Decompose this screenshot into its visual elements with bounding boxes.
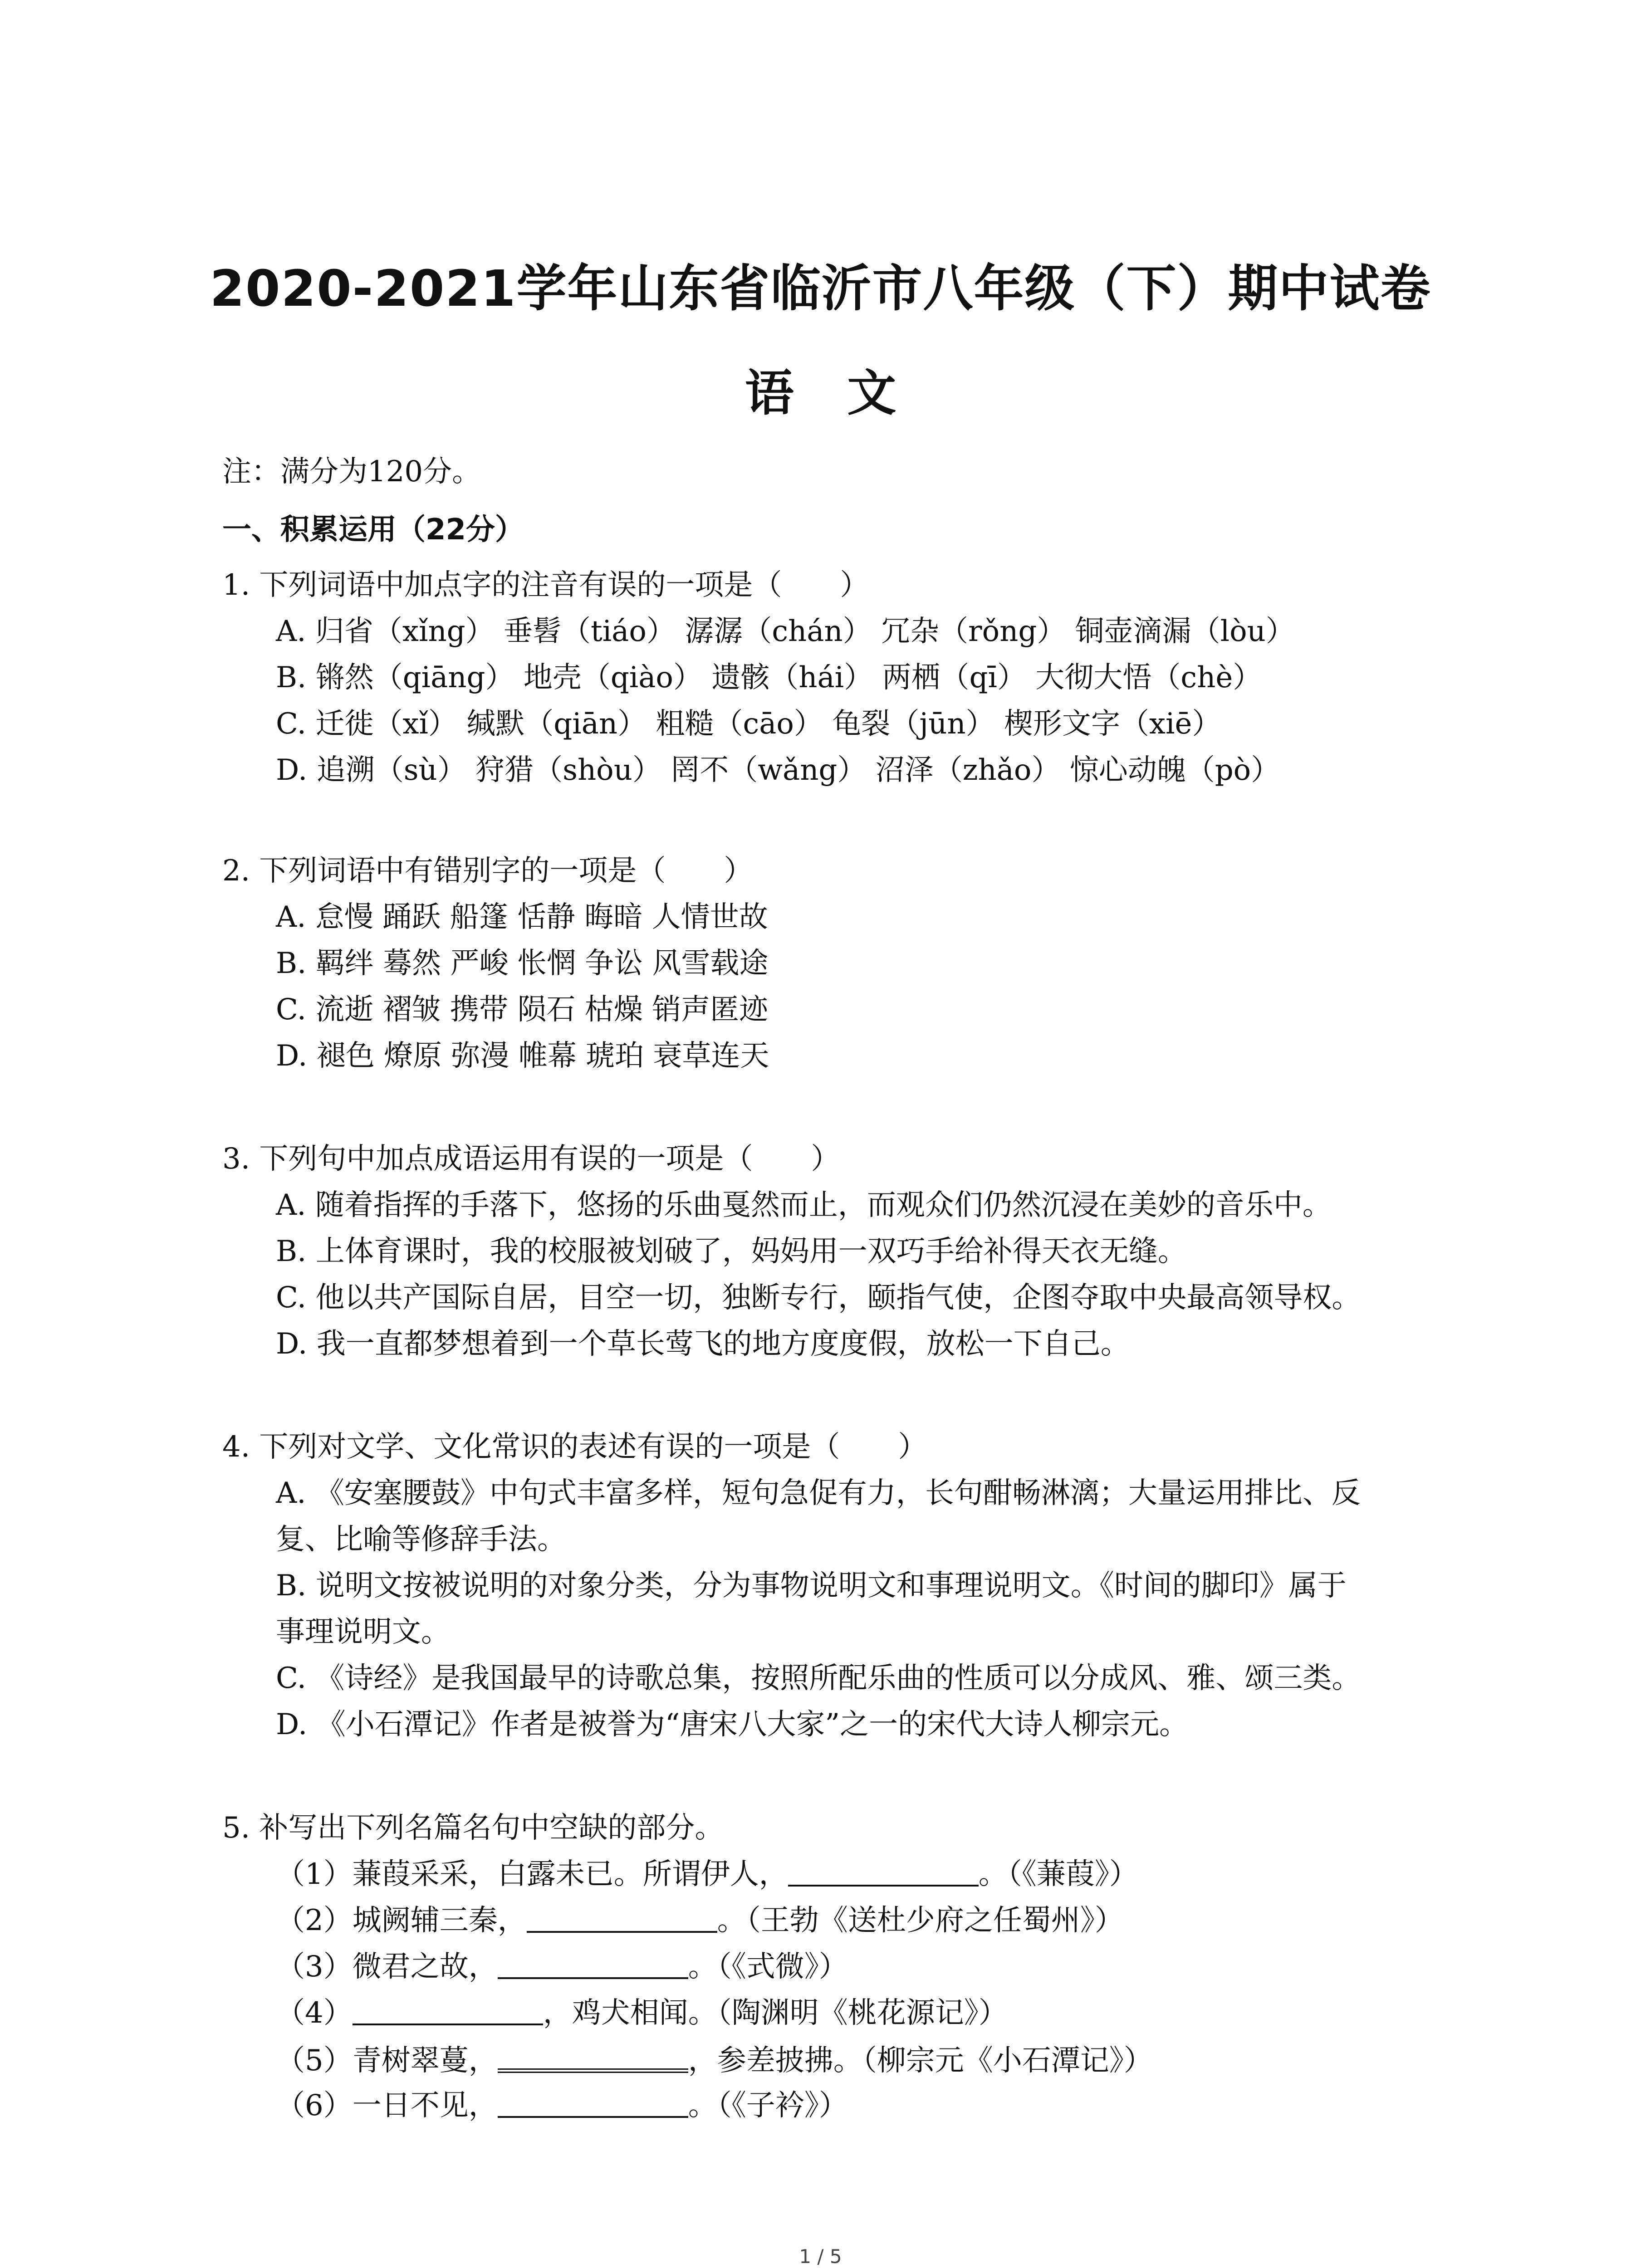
fill-item-number: （6） <box>276 2089 353 2122</box>
fill-item-6 <box>276 2087 848 2124</box>
fill-item-source: 。（《式微》） <box>688 1950 848 1984</box>
question-5-stem: 5. 补写出下列名篇名句中空缺的部分。 <box>222 1811 724 1845</box>
fill-item-prompt: 青树翠蔓， <box>352 2044 498 2077</box>
fill-item-number: （2） <box>276 1904 353 1937</box>
question-1-stem: 1. 下列词语中加点字的注音有误的一项是（ ） <box>222 568 869 602</box>
answer-blank[interactable] <box>498 1950 688 1979</box>
question-4-option-d: D. 《小石潭记》作者是被誉为“唐宋八大家”之一的宋代大诗人柳宗元。 <box>276 1708 1189 1741</box>
question-2-option-a: A. 怠慢 踊跃 船篷 恬静 晦暗 人情世故 <box>276 900 768 934</box>
question-2-option-c: C. 流逝 褶皱 携带 陨石 枯燥 销声匿迹 <box>276 993 769 1026</box>
exam-title: 2020-2021学年山东省临沂市八年级（下）期中试卷 <box>210 259 1431 318</box>
question-3-option-c: C. 他以共产国际自居，目空一切，独断专行，颐指气使，企图夺取中央最高领导权。 <box>276 1281 1361 1315</box>
answer-blank[interactable] <box>527 1904 717 1933</box>
question-3-option-b: B. 上体育课时，我的校服被划破了，妈妈用一双巧手给补得天衣无缝。 <box>276 1235 1187 1268</box>
question-3-option-a: A. 随着指挥的手落下，悠扬的乐曲戛然而止，而观众们仍然沉浸在美妙的音乐中。 <box>276 1188 1332 1222</box>
section-heading: 一、积累运用（22分） <box>222 513 524 547</box>
fill-item-number: （3） <box>276 1950 353 1984</box>
question-2-option-d: D. 褪色 燎原 弥漫 帷幕 琥珀 衰草连天 <box>276 1039 769 1073</box>
question-1-option-a: A. 归省（xǐng） 垂髫（tiáo） 潺潺（chán） 冗杂（rǒng） 铜壶滴漏（lòu） <box>276 615 1295 648</box>
page-number: 1 / 5 <box>799 2245 842 2268</box>
fill-item-source: ，参差披拂。（柳宗元《小石潭记》） <box>688 2044 1153 2077</box>
answer-blank[interactable] <box>353 1996 543 2025</box>
exam-subject: 语 文 <box>745 365 896 422</box>
question-3-option-d: D. 我一直都梦想着到一个草长莺飞的地方度度假，放松一下自己。 <box>276 1327 1130 1361</box>
question-1-option-d: D. 追溯（sù） 狩猎（shòu） 罔不（wǎng） 沼泽（zhǎo） 惊心动魄（pò） <box>276 753 1280 787</box>
fill-item-2 <box>276 1902 1124 1939</box>
question-2-stem: 2. 下列词语中有错别字的一项是（ ） <box>222 854 753 888</box>
question-2-option-b: B. 羁绊 蓦然 严峻 怅惘 争讼 风雪载途 <box>276 947 769 980</box>
fill-item-number: （1） <box>276 1857 353 1891</box>
answer-blank[interactable] <box>498 2041 688 2073</box>
fill-item-1 <box>276 1856 1138 1892</box>
fill-item-prompt: 蒹葭采采，白露未已。所谓伊人， <box>352 1857 788 1891</box>
fill-item-source: 。（《蒹葭》） <box>978 1857 1138 1891</box>
question-4-option-c: C. 《诗经》是我国最早的诗歌总集，按照所配乐曲的性质可以分成风、雅、颂三类。 <box>276 1662 1361 1695</box>
question-4-stem: 4. 下列对文学、文化常识的表述有误的一项是（ ） <box>222 1430 927 1464</box>
question-1-option-c: C. 迁徙（xǐ） 缄默（qiān） 粗糙（cāo） 龟裂（jūn） 楔形文字（xiē） <box>276 707 1221 741</box>
question-4-option-a: A. 《安塞腰鼓》中句式丰富多样，短句急促有力，长句酣畅淋漓；大量运用排比、反 <box>276 1476 1361 1510</box>
fill-item-source: 。（《子衿》） <box>688 2089 848 2122</box>
answer-blank[interactable] <box>788 1857 979 1887</box>
answer-blank[interactable] <box>498 2089 688 2118</box>
question-1-option-b: B. 锵然（qiāng） 地壳（qiào） 遗骸（hái） 两栖（qī） 大彻大悟（chè） <box>276 661 1262 694</box>
fill-item-4 <box>276 1995 1008 2031</box>
fill-item-source: ，鸡犬相闻。（陶渊明《桃花源记》） <box>543 1996 1008 2030</box>
fill-item-source: 。（王勃《送杜少府之任蜀州》） <box>717 1904 1124 1937</box>
question-3-stem: 3. 下列句中加点成语运用有误的一项是（ ） <box>222 1142 840 1176</box>
question-4-option-b-continued: 事理说明文。 <box>276 1615 450 1649</box>
score-note: 注：满分为120分。 <box>222 455 481 489</box>
fill-item-number: （4） <box>276 1996 353 2030</box>
fill-item-prompt: 城阙辅三秦， <box>352 1904 527 1937</box>
fill-item-prompt: 一日不见， <box>352 2089 498 2122</box>
question-4-option-b: B. 说明文按被说明的对象分类，分为事物说明文和事理说明文。《时间的脚印》属于 <box>276 1569 1347 1603</box>
fill-item-number: （5） <box>276 2044 353 2077</box>
question-4-option-a-continued: 复、比喻等修辞手法。 <box>276 1523 566 1556</box>
fill-item-prompt: 微君之故， <box>352 1950 498 1984</box>
fill-item-5 <box>276 2041 1153 2079</box>
fill-item-3 <box>276 1949 848 1985</box>
